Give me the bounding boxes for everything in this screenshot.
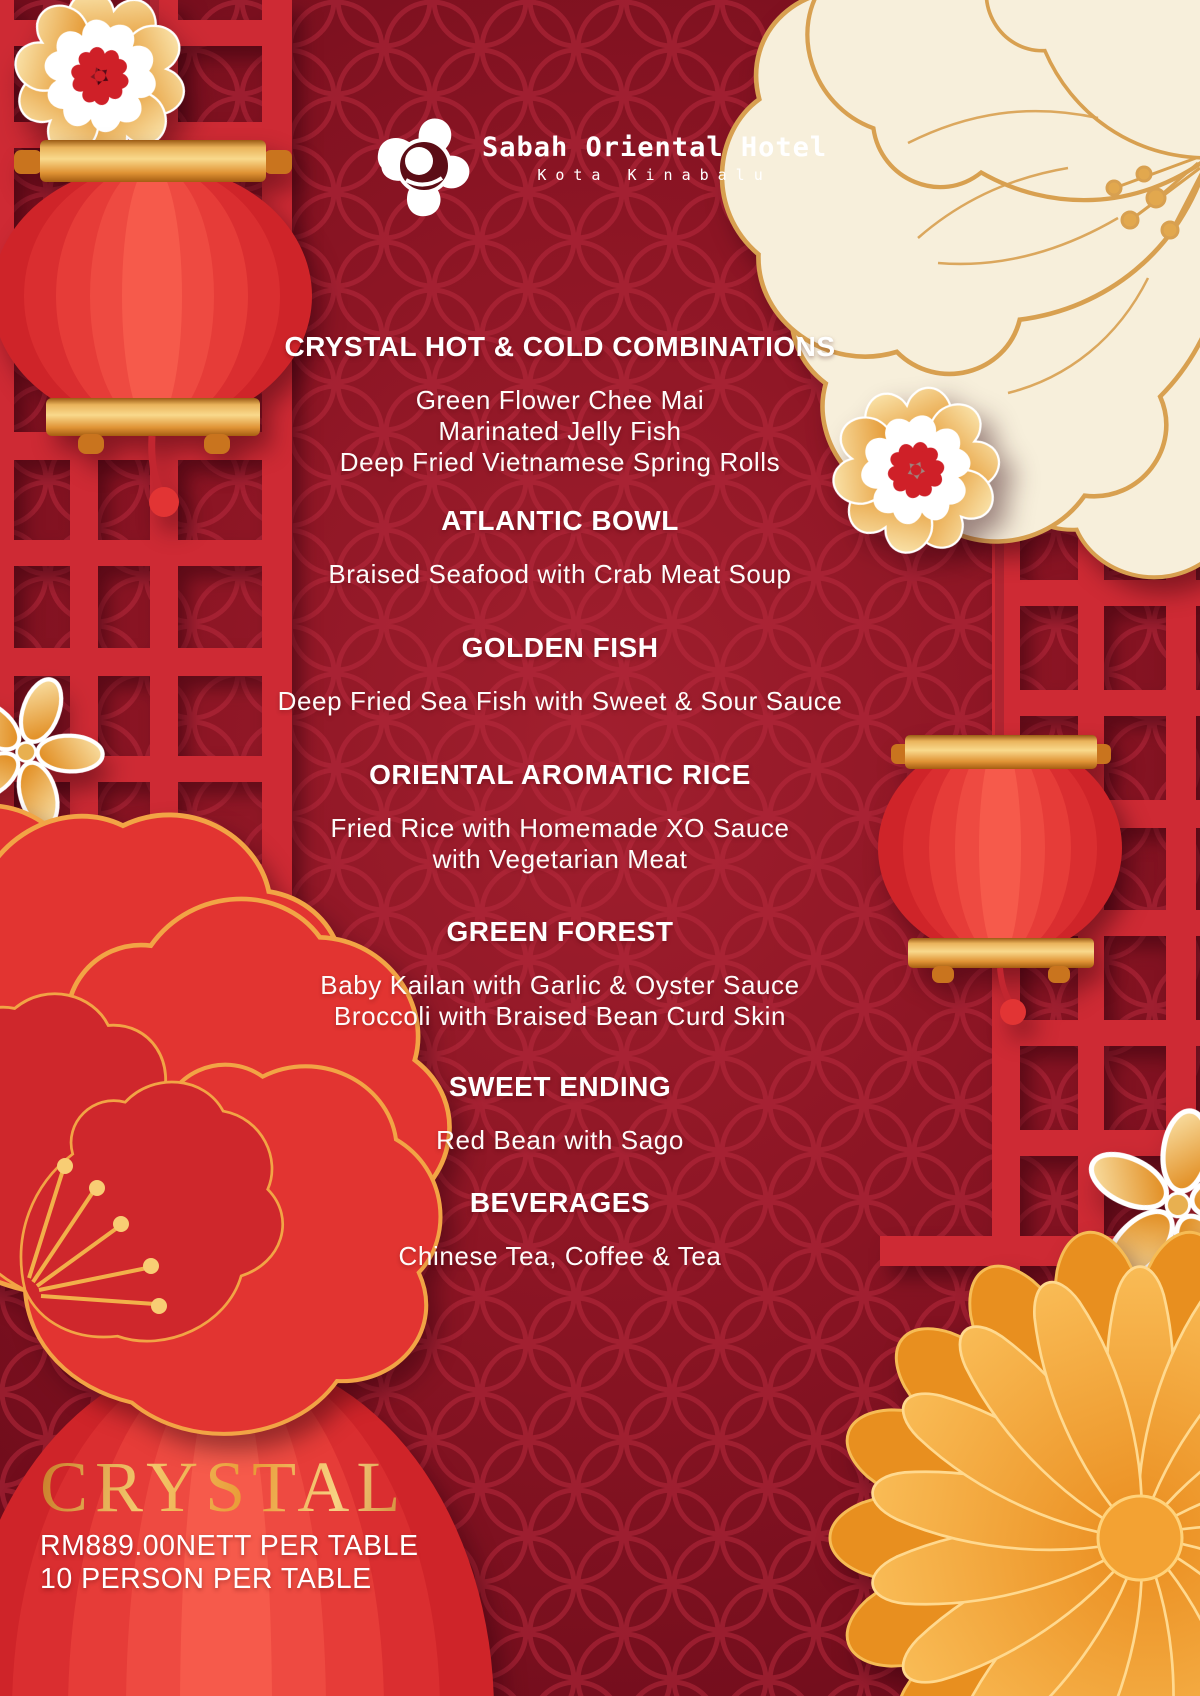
section-title: BEVERAGES — [469, 1187, 651, 1218]
menu-section — [150, 1071, 970, 1156]
section-title: ATLANTIC BOWL — [441, 505, 679, 536]
hotel-location: Kota Kinabalu — [537, 166, 772, 184]
hotel-name: Sabah Oriental Hotel — [482, 132, 828, 163]
menu-item: Broccoli with Braised Bean Curd Skin — [333, 1001, 787, 1031]
menu-section — [150, 632, 970, 717]
menu-item: Braised Seafood with Crab Meat Soup — [328, 559, 792, 589]
menu-section — [150, 505, 970, 590]
menu-item: Chinese Tea, Coffee & Tea — [398, 1241, 722, 1271]
menu-section — [150, 331, 970, 478]
package-info — [40, 1448, 418, 1596]
menu-section — [150, 1187, 970, 1272]
menu-item: with Vegetarian Meat — [432, 844, 688, 874]
menu-item: Fried Rice with Homemade XO Sauce — [330, 813, 790, 843]
section-title: SWEET ENDING — [448, 1071, 672, 1102]
menu-section — [150, 916, 970, 1032]
section-title: CRYSTAL HOT & COLD COMBINATIONS — [284, 331, 836, 362]
section-title: ORIENTAL AROMATIC RICE — [369, 759, 751, 790]
section-title: GREEN FOREST — [446, 916, 674, 947]
package-price: RM889.00NETT PER TABLE — [40, 1530, 419, 1562]
section-title: GOLDEN FISH — [461, 632, 659, 663]
menu-item: Baby Kailan with Garlic & Oyster Sauce — [320, 970, 800, 1000]
menu-item: Green Flower Chee Mai — [415, 385, 705, 415]
menu-item: Red Bean with Sago — [436, 1125, 684, 1155]
menu-item: Deep Fried Sea Fish with Sweet & Sour Sauce — [277, 686, 843, 716]
package-name: CRYSTAL — [40, 1448, 418, 1526]
package-capacity: 10 PERSON PER TABLE — [40, 1563, 372, 1595]
menu-item: Marinated Jelly Fish — [438, 416, 682, 446]
rafflesia-logo-icon — [372, 114, 476, 218]
menu-section — [150, 759, 970, 875]
hotel-logo — [372, 108, 827, 218]
menu-item: Deep Fried Vietnamese Spring Rolls — [339, 447, 781, 477]
